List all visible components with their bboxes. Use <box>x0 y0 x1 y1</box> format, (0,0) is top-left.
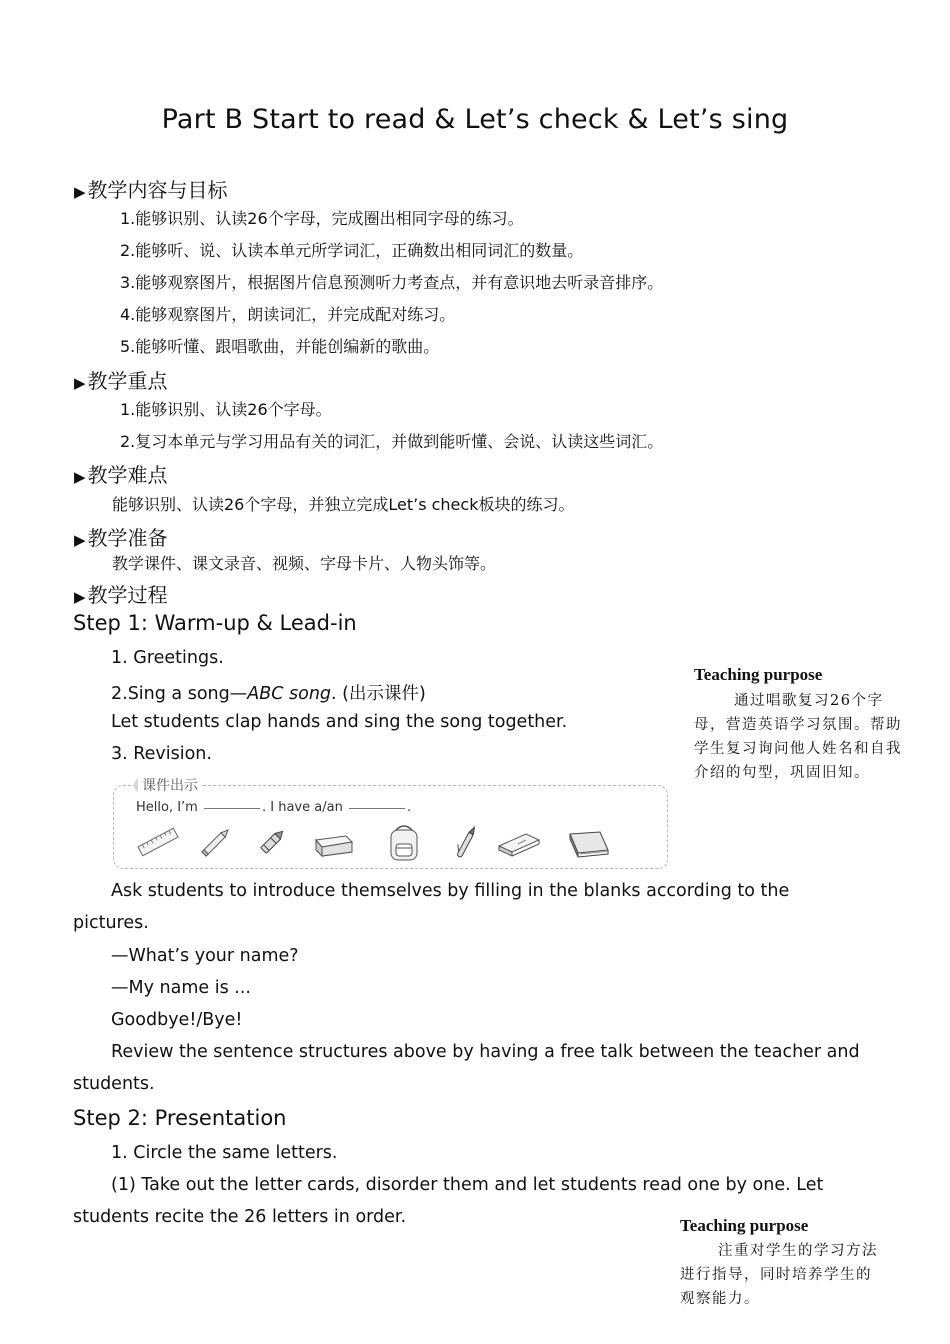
heading-text: 教学内容与目标 <box>87 178 228 202</box>
crayon-icon <box>252 822 292 862</box>
step1-sing-line <box>111 680 426 705</box>
ask-line-2: pictures. <box>73 913 149 933</box>
section-heading-difficulties <box>74 459 168 488</box>
pen-icon <box>446 822 486 862</box>
goal-item: 5.能够听懂、跟唱歌曲，并能创编新的歌曲。 <box>120 337 440 356</box>
courseware-items <box>130 822 630 864</box>
sentence-part: . <box>406 800 412 815</box>
pencil-box-icon <box>496 822 542 862</box>
step2-take-line-2: students recite the 26 letters in order. <box>73 1207 407 1227</box>
blank-line <box>349 808 405 809</box>
goal-item: 1.能够识别、认读26个字母，完成圈出相同字母的练习。 <box>120 209 524 228</box>
key-point-item: 2.复习本单元与学习用品有关的词汇，并做到能听懂、会说、认读这些词汇。 <box>120 432 664 451</box>
courseware-sentence <box>136 800 411 815</box>
key-point-item: 1.能够识别、认读26个字母。 <box>120 400 332 419</box>
goal-item: 4.能够观察图片，朗读词汇，并完成配对练习。 <box>120 305 456 324</box>
teaching-purpose-title: Teaching purpose <box>694 665 823 684</box>
pencil-icon <box>196 822 236 862</box>
blank-line <box>204 808 260 809</box>
dialog-line-1: —What’s your name? <box>111 946 299 966</box>
teaching-purpose-text: 注重对学生的学习方法进行指导，同时培养学生的观察能力。 <box>680 1243 878 1307</box>
preparation-text: 教学课件、课文录音、视频、字母卡片、人物头饰等。 <box>112 554 497 573</box>
triangle-bullet-icon: ▶ <box>74 531 86 549</box>
song-title: ABC song <box>247 684 332 704</box>
triangle-bullet-icon: ▶ <box>74 588 86 606</box>
section-heading-process <box>74 579 168 608</box>
step1-greetings: 1. Greetings. <box>111 648 224 668</box>
review-line-2: students. <box>73 1074 155 1094</box>
heading-text: 教学重点 <box>87 369 168 393</box>
teaching-purpose-title: Teaching purpose <box>680 1216 809 1235</box>
page-title: Part B Start to read & Let’s check & Let’s sing <box>161 104 789 135</box>
step1-revision: 3. Revision. <box>111 744 212 764</box>
schoolbag-icon <box>384 822 424 864</box>
eraser-icon <box>310 822 356 862</box>
sing-suffix: . (出示课件) <box>331 684 426 704</box>
step1-heading: Step 1: Warm-up & Lead-in <box>73 611 357 635</box>
triangle-bullet-icon: ▶ <box>74 183 86 201</box>
courseware-label: 课件出示 <box>138 775 202 795</box>
ask-line-1: Ask students to introduce themselves by filling in the blanks according to the <box>111 881 790 901</box>
section-heading-content-goals <box>74 174 228 203</box>
review-line-1: Review the sentence structures above by having a free talk between the teacher and <box>111 1042 860 1062</box>
book-icon <box>566 822 612 862</box>
step1-clap: Let students clap hands and sing the song together. <box>111 712 568 732</box>
dialog-line-2: —My name is ... <box>111 978 251 998</box>
ruler-icon <box>136 822 180 862</box>
heading-text: 教学准备 <box>87 526 168 550</box>
sentence-part: . I have a/an <box>262 800 343 815</box>
step2-heading: Step 2: Presentation <box>73 1106 287 1130</box>
goodbye-line: Goodbye!/Bye! <box>111 1010 243 1030</box>
goal-item: 3.能够观察图片，根据图片信息预测听力考查点，并有意识地去听录音排序。 <box>120 273 664 292</box>
triangle-bullet-icon: ▶ <box>74 374 86 392</box>
step2-circle: 1. Circle the same letters. <box>111 1143 338 1163</box>
sing-prefix: 2.Sing a song— <box>111 684 248 704</box>
section-heading-key-points <box>74 365 168 394</box>
sentence-part: Hello, I’m <box>136 800 198 815</box>
heading-text: 教学难点 <box>87 463 168 487</box>
triangle-bullet-icon: ▶ <box>74 468 86 486</box>
step2-take-line-1: (1) Take out the letter cards, disorder them and let students read one by one. Let <box>111 1175 824 1195</box>
section-heading-preparation <box>74 522 168 551</box>
goal-item: 2.能够听、说、认读本单元所学词汇，正确数出相同词汇的数量。 <box>120 241 584 260</box>
heading-text: 教学过程 <box>87 583 168 607</box>
teaching-purpose-text: 通过唱歌复习26个字母，营造英语学习氛围。帮助学生复习询问他人姓名和自我介绍的句型，巩固旧知。 <box>694 693 902 781</box>
difficulty-text: 能够识别、认读26个字母，并独立完成Let’s check板块的练习。 <box>112 495 575 514</box>
